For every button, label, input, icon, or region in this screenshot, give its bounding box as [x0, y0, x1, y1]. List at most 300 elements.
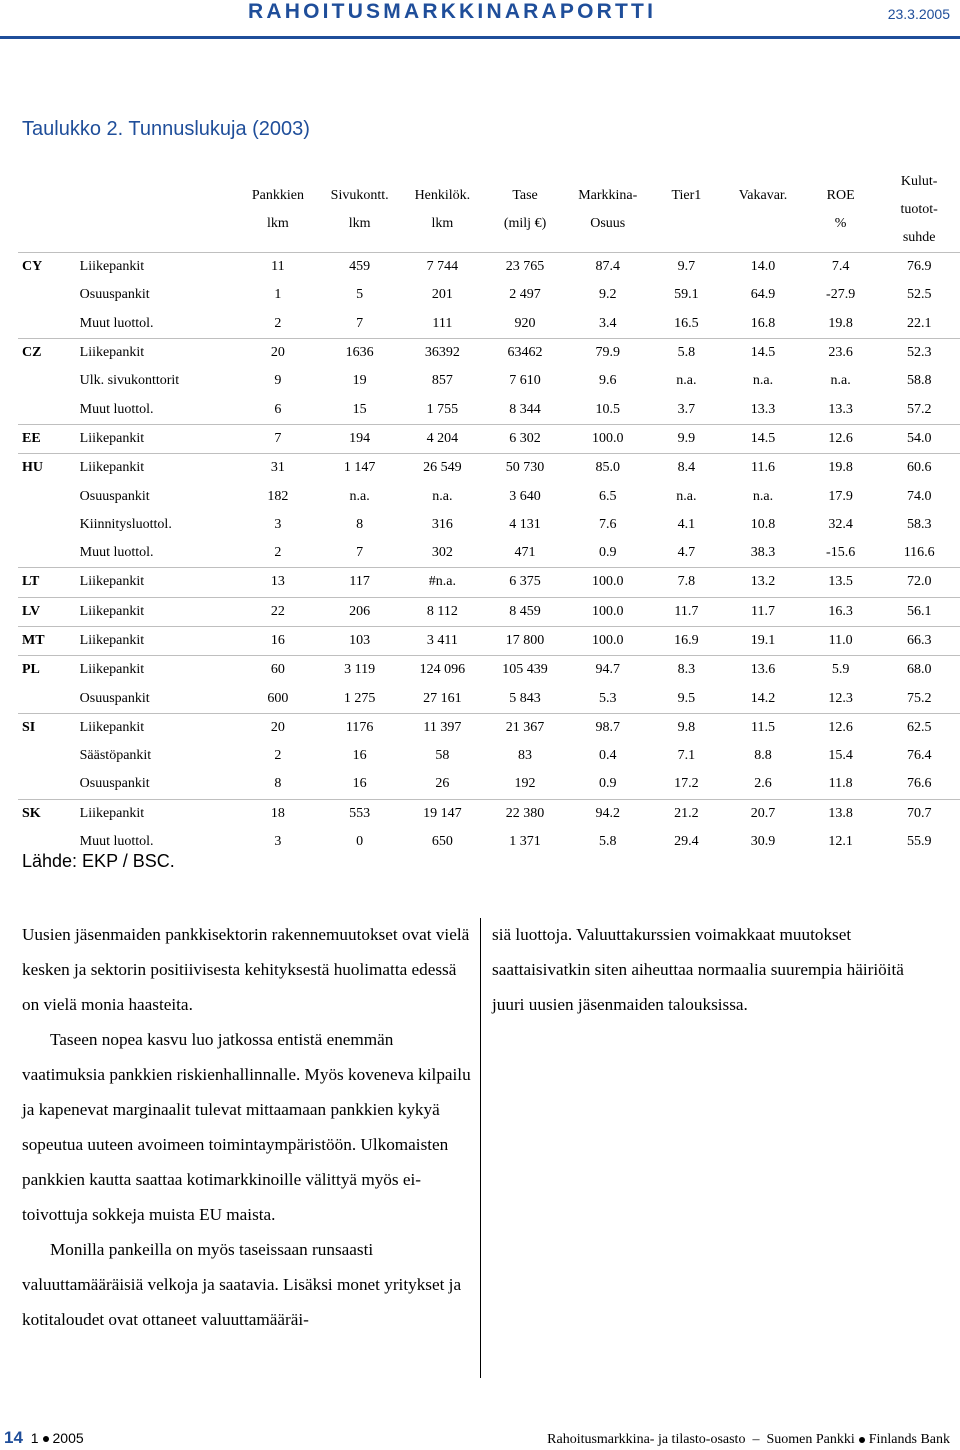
table-cell: #n.a. — [401, 568, 485, 597]
table-cell: 22 — [237, 597, 319, 626]
table-cell: 0.9 — [598, 776, 617, 792]
table-cell: 14.5 — [723, 424, 803, 453]
table-cell: 5.3 — [598, 690, 617, 706]
table-cell: 13.2 — [723, 568, 803, 597]
table-cell: 19.8 — [828, 315, 853, 331]
table-cell: 15.4 — [828, 748, 853, 764]
table-cell: 111 — [432, 315, 453, 331]
table-cell: 6 302 — [484, 424, 566, 453]
table-cell: 13.8 — [803, 799, 879, 828]
table-cell: 7.1 — [677, 748, 696, 764]
bank-group: Osuuspankit — [79, 690, 150, 706]
table-cell: 1 371 — [509, 834, 541, 850]
table-cell: 3 — [274, 834, 282, 850]
table-cell: 1176 — [319, 713, 401, 742]
table-cell: n.a. — [432, 488, 453, 504]
country-code: PL — [18, 656, 80, 685]
header-line: % — [834, 216, 847, 231]
issue-number: 1 — [30, 1430, 39, 1446]
table-cell: 16.9 — [650, 626, 724, 655]
table-cell: 4 131 — [509, 516, 541, 532]
table-cell: 100.0 — [566, 568, 650, 597]
table-row — [18, 539, 960, 568]
table-row — [18, 454, 960, 483]
bank-group: Säästöpankit — [79, 748, 152, 764]
country-code: CY — [18, 253, 80, 282]
bank-group: Muut luottol. — [79, 834, 154, 850]
page-number: 14 — [4, 1428, 23, 1447]
table-cell: 76.9 — [878, 253, 960, 282]
bank-group: Muut luottol. — [79, 545, 154, 561]
table-cell: 13.3 — [828, 401, 853, 417]
table-cell: 16.8 — [750, 315, 776, 331]
table-cell: 12.1 — [828, 834, 853, 850]
table-cell: 23 765 — [484, 253, 566, 282]
table-cell: 11.5 — [723, 713, 803, 742]
table-cell: 12.6 — [803, 713, 879, 742]
table-cell: 11.6 — [723, 454, 803, 483]
table-row — [18, 713, 960, 742]
table-cell: 7 — [356, 315, 364, 331]
table-row — [18, 626, 960, 655]
table-cell: 8 — [274, 776, 282, 792]
table-cell: n.a. — [349, 488, 370, 504]
table-cell: 650 — [431, 834, 453, 850]
column-header — [723, 166, 803, 253]
table-cell: 21 367 — [484, 713, 566, 742]
table-cell: 4 204 — [401, 424, 485, 453]
column-divider — [480, 918, 481, 1378]
table-cell: 32.4 — [828, 516, 853, 532]
table-cell: 55.9 — [906, 834, 932, 850]
table-cell: 66.3 — [878, 626, 960, 655]
table-cell: 11 397 — [401, 713, 485, 742]
country-code: HU — [18, 454, 80, 483]
table-row — [18, 253, 960, 282]
table-cell: 7 744 — [401, 253, 485, 282]
table-cell: 9.9 — [650, 424, 724, 453]
table-row — [18, 338, 960, 367]
table-cell: 72.0 — [878, 568, 960, 597]
table-cell: 26 549 — [401, 454, 485, 483]
table-cell: 7 — [356, 545, 364, 561]
table-cell: 52.3 — [878, 338, 960, 367]
bank-name-en: Finlands Bank — [868, 1432, 950, 1447]
bank-group: Liikepankit — [80, 656, 237, 685]
table-cell: 0.4 — [598, 748, 617, 764]
table-cell: 6 — [274, 401, 282, 417]
table-cell: n.a. — [676, 373, 697, 389]
table-cell: 103 — [319, 626, 401, 655]
header-line: Osuus — [590, 216, 626, 231]
table-cell: 54.0 — [878, 424, 960, 453]
header-line: Henkilök. — [414, 188, 471, 203]
table-cell: 74.0 — [906, 488, 932, 504]
table-cell: 22.1 — [906, 315, 932, 331]
table-cell: 13 — [237, 568, 319, 597]
table-cell: 3 411 — [401, 626, 485, 655]
bank-name-fi: Suomen Pankki — [766, 1432, 855, 1447]
table-cell: 11.7 — [650, 597, 724, 626]
table-cell: 1 — [274, 287, 282, 303]
table-cell: 17.9 — [828, 488, 853, 504]
country-code — [18, 684, 80, 713]
column-header — [484, 166, 566, 253]
column-header — [650, 166, 724, 253]
report-title: RAHOITUSMARKKINARAPORTTI — [248, 0, 657, 23]
table-cell: 14.0 — [723, 253, 803, 282]
country-code: LV — [18, 597, 80, 626]
table-cell: 16 — [237, 626, 319, 655]
bank-group: Osuuspankit — [79, 287, 150, 303]
table-cell: 50 730 — [484, 454, 566, 483]
table-cell: 94.2 — [566, 799, 650, 828]
report-date: 23.3.2005 — [887, 6, 950, 22]
table-cell: 9.5 — [677, 690, 696, 706]
table-cell: 76.4 — [906, 748, 932, 764]
table-cell: 182 — [267, 488, 289, 504]
table-cell: 20 — [237, 713, 319, 742]
table-cell: 0.9 — [598, 545, 617, 561]
body-column-left — [22, 917, 472, 1337]
bank-group: Liikepankit — [80, 253, 237, 282]
table-cell: 13.6 — [723, 656, 803, 685]
table-cell: 11 — [237, 253, 319, 282]
table-row — [18, 770, 960, 799]
table-row — [18, 281, 960, 309]
country-code — [18, 310, 80, 339]
table-cell: 8.8 — [754, 748, 772, 764]
table-cell: 553 — [319, 799, 401, 828]
table-cell: 9.6 — [598, 373, 617, 389]
table-cell: n.a. — [830, 373, 851, 389]
country-code: EE — [18, 424, 80, 453]
header-rule — [0, 36, 960, 39]
header-line: Pankkien — [251, 188, 304, 203]
header-line: Tase — [512, 188, 538, 203]
bullet-icon — [43, 1436, 49, 1442]
dash-separator: – — [748, 1432, 763, 1447]
footer-right — [547, 1432, 950, 1448]
table-cell: 8 — [356, 516, 364, 532]
table-cell: 38.3 — [750, 545, 776, 561]
table-row — [18, 367, 960, 395]
table-row — [18, 568, 960, 597]
table-cell: 2 — [274, 545, 282, 561]
bank-group: Liikepankit — [80, 799, 237, 828]
table-cell: 31 — [237, 454, 319, 483]
table-cell: 1 147 — [319, 454, 401, 483]
key-figures-table — [18, 166, 960, 856]
table-cell: 79.9 — [566, 338, 650, 367]
paragraph-3: Monilla pankeilla on myös taseissaan runsaasti valuuttamääräisiä velkoja ja saatavia. Lisäksi monet yritykset ja kotitaloudet ovat ottaneet valuuttamääräi- — [22, 1240, 462, 1329]
table-cell: 2 — [274, 748, 282, 764]
country-code: LT — [18, 568, 80, 597]
table-cell: 1636 — [319, 338, 401, 367]
bank-group: Liikepankit — [80, 568, 237, 597]
table-cell: 11.8 — [828, 776, 853, 792]
table-row — [18, 684, 960, 713]
paragraph-continued: siä luottoja. Valuuttakurssien voimakkaat muutokset saattaisivatkin siten aiheuttaa normaalia suurempia häiriöitä juuri uusien jäsenmaiden talouksissa. — [492, 925, 904, 1014]
table-row — [18, 511, 960, 539]
country-code — [18, 770, 80, 799]
table-cell: 920 — [514, 315, 536, 331]
table-cell: 7.4 — [803, 253, 879, 282]
table-caption: Taulukko 2. Tunnuslukuja (2003) — [22, 118, 310, 140]
country-code: SK — [18, 799, 80, 828]
table-cell: 194 — [319, 424, 401, 453]
table-cell: 117 — [319, 568, 401, 597]
table-row — [18, 424, 960, 453]
table-cell: 17.2 — [674, 776, 699, 792]
header-line: lkm — [267, 216, 289, 231]
table-cell: 5.8 — [598, 834, 617, 850]
table-cell: 27 161 — [423, 690, 462, 706]
country-code — [18, 482, 80, 510]
table-cell: 36392 — [401, 338, 485, 367]
table-row — [18, 742, 960, 770]
table-cell: 302 — [431, 545, 453, 561]
header-line: Sivukontt. — [330, 188, 389, 203]
table-cell: 62.5 — [878, 713, 960, 742]
table-cell: 20 — [237, 338, 319, 367]
table-cell: 57.2 — [906, 401, 932, 417]
table-cell: 124 096 — [401, 656, 485, 685]
table-cell: 11.7 — [723, 597, 803, 626]
country-code: CZ — [18, 338, 80, 367]
table-cell: 105 439 — [484, 656, 566, 685]
paragraph-1: Uusien jäsenmaiden pankkisektorin rakennemuutokset ovat vielä kesken ja sektorin positiivisesta kehityksestä huolimatta edessä on vielä monia haasteita. — [22, 925, 470, 1014]
table-cell: 64.9 — [750, 287, 776, 303]
table-row — [18, 395, 960, 424]
table-cell: 30.9 — [750, 834, 776, 850]
bank-group: Muut luottol. — [79, 401, 154, 417]
table-cell: 26 — [435, 776, 450, 792]
table-cell: 58.8 — [906, 373, 932, 389]
column-header — [803, 166, 879, 253]
table-cell: 59.1 — [674, 287, 699, 303]
table-cell: 21.2 — [650, 799, 724, 828]
table-cell: 2.6 — [754, 776, 772, 792]
column-header — [878, 166, 960, 253]
table-cell: 8.3 — [650, 656, 724, 685]
bullet-icon — [859, 1437, 865, 1443]
header-line: lkm — [431, 216, 454, 231]
table-cell: 857 — [431, 373, 453, 389]
table-cell: 8 344 — [509, 401, 541, 417]
country-code — [18, 367, 80, 395]
table-cell: 3 — [274, 516, 282, 532]
header-line: lkm — [348, 216, 371, 231]
header-line: ROE — [826, 188, 855, 203]
column-header — [18, 166, 80, 253]
table-cell: 15 — [352, 401, 367, 417]
table-cell: 12.3 — [828, 690, 853, 706]
table-cell: 18 — [237, 799, 319, 828]
body-column-right — [492, 917, 932, 1022]
table-cell: 85.0 — [566, 454, 650, 483]
header-line: Kulut- — [900, 174, 938, 189]
table-cell: 5 — [356, 287, 364, 303]
table-cell: 192 — [514, 776, 536, 792]
table-cell: 5.8 — [650, 338, 724, 367]
table-cell: 75.2 — [906, 690, 932, 706]
bank-group: Ulk. sivukonttorit — [79, 373, 180, 389]
table-cell: 63462 — [484, 338, 566, 367]
footer-left — [4, 1428, 84, 1448]
table-cell: 100.0 — [566, 597, 650, 626]
table-cell: 100.0 — [566, 424, 650, 453]
table-cell: 16 — [352, 776, 367, 792]
table-cell: 7 — [237, 424, 319, 453]
table-cell: 19 — [352, 373, 367, 389]
table-cell: 87.4 — [566, 253, 650, 282]
table-cell: 10.8 — [750, 516, 776, 532]
table-cell: 9 — [274, 373, 282, 389]
table-cell: 56.1 — [878, 597, 960, 626]
table-cell: 2 497 — [509, 287, 541, 303]
table-cell: 3 640 — [509, 488, 541, 504]
bank-group: Muut luottol. — [79, 315, 154, 331]
table-cell: 4.1 — [677, 516, 696, 532]
table-row — [18, 597, 960, 626]
table-cell: 16.3 — [803, 597, 879, 626]
table-cell: 19 147 — [401, 799, 485, 828]
bank-group: Liikepankit — [80, 597, 237, 626]
header-line: Markkina- — [578, 188, 638, 203]
country-code — [18, 395, 80, 424]
bank-group: Liikepankit — [80, 424, 237, 453]
table-cell: 9.8 — [650, 713, 724, 742]
table-cell: n.a. — [752, 373, 774, 389]
table-cell: 10.5 — [595, 401, 620, 417]
country-code — [18, 742, 80, 770]
country-code — [18, 281, 80, 309]
table-cell: 206 — [319, 597, 401, 626]
table-cell: 68.0 — [878, 656, 960, 685]
table-cell: 3.4 — [598, 315, 617, 331]
table-cell: 20.7 — [723, 799, 803, 828]
table-cell: 22 380 — [484, 799, 566, 828]
header-bar — [0, 0, 960, 34]
table-cell: 4.7 — [677, 545, 696, 561]
bank-group: Liikepankit — [80, 713, 237, 742]
table-cell: 29.4 — [674, 834, 699, 850]
header-line: Tier1 — [671, 188, 702, 203]
table-source: Lähde: EKP / BSC. — [22, 851, 175, 871]
issue-year: 2005 — [52, 1430, 84, 1446]
table-cell: 7.8 — [650, 568, 724, 597]
table-cell: 3.7 — [677, 401, 696, 417]
table-cell: 5.9 — [803, 656, 879, 685]
table-cell: 8 112 — [401, 597, 485, 626]
table-cell: 16.5 — [674, 315, 699, 331]
table-cell: 19.1 — [723, 626, 803, 655]
header-line: (milj €) — [503, 216, 547, 231]
column-header — [401, 166, 485, 253]
table-cell: 13.3 — [750, 401, 776, 417]
table-cell: 17 800 — [484, 626, 566, 655]
country-code: SI — [18, 713, 80, 742]
table-cell: 6 375 — [484, 568, 566, 597]
table-cell: 201 — [431, 287, 453, 303]
table-cell: 60 — [237, 656, 319, 685]
table-cell: 70.7 — [878, 799, 960, 828]
table-cell: 7.6 — [598, 516, 617, 532]
table-cell: 58 — [435, 748, 450, 764]
table-cell: 0 — [356, 834, 364, 850]
column-header — [237, 166, 319, 253]
table-cell: 9.7 — [650, 253, 724, 282]
table-cell: 8 459 — [484, 597, 566, 626]
bank-group: Kiinnitysluottol. — [79, 516, 172, 532]
table-cell: 14.2 — [750, 690, 776, 706]
table-cell: 60.6 — [878, 454, 960, 483]
table-cell: 316 — [431, 516, 453, 532]
publisher: Rahoitusmarkkina- ja tilasto-osasto — [547, 1432, 746, 1447]
table-cell: 5 843 — [509, 690, 541, 706]
column-header — [319, 166, 401, 253]
table-cell: 11.0 — [803, 626, 879, 655]
table-row — [18, 656, 960, 685]
table-cell: n.a. — [752, 488, 774, 504]
table-cell: 7 610 — [509, 373, 541, 389]
table-cell: 9.2 — [598, 287, 617, 303]
table-cell: 1 755 — [426, 401, 459, 417]
column-header — [566, 166, 650, 253]
bank-group: Osuuspankit — [79, 488, 150, 504]
table-cell: 83 — [518, 748, 533, 764]
bank-group: Liikepankit — [80, 454, 237, 483]
table-cell: 459 — [319, 253, 401, 282]
table-cell: 52.5 — [906, 287, 932, 303]
paragraph-2: Taseen nopea kasvu luo jatkossa entistä enemmän vaatimuksia pankkien riskienhallinnalle. Myös koveneva kilpailu ja kapenevat marginaalit tulevat mittaamaan pankkien kykyä sopeutua uuteen avoimeen toimintaympäristöön. Ulkomaisten pankkien kautta saattaa kotimarkkinoille välittyä myös ei-toivottuja sokkeja muista EU maista. — [22, 1030, 471, 1224]
bank-group: Liikepankit — [80, 338, 237, 367]
table-cell: 13.5 — [803, 568, 879, 597]
table-cell: 76.6 — [906, 776, 932, 792]
column-header — [80, 166, 237, 253]
bank-group: Liikepankit — [80, 626, 237, 655]
header-line: Vakavar. — [738, 188, 788, 203]
table-cell: 6.5 — [598, 488, 617, 504]
table-cell: 14.5 — [723, 338, 803, 367]
table-cell: 3 119 — [319, 656, 401, 685]
table-cell: 471 — [514, 545, 536, 561]
header-line: tuotot- — [900, 202, 938, 217]
header-line: suhde — [902, 230, 936, 245]
table-row — [18, 310, 960, 339]
table-cell: n.a. — [676, 488, 697, 504]
bank-group: Osuuspankit — [79, 776, 150, 792]
table-cell: 116.6 — [903, 545, 935, 561]
table-cell: 1 275 — [343, 690, 376, 706]
table-cell: 2 — [274, 315, 282, 331]
table-cell: 100.0 — [566, 626, 650, 655]
table-row — [18, 799, 960, 828]
table-cell: 58.3 — [906, 516, 932, 532]
table-cell: 94.7 — [566, 656, 650, 685]
table-cell: 600 — [267, 690, 289, 706]
country-code: MT — [18, 626, 80, 655]
table-cell: 12.6 — [803, 424, 879, 453]
table-cell: -15.6 — [826, 545, 856, 561]
table-cell: 19.8 — [803, 454, 879, 483]
table-cell: -27.9 — [826, 287, 856, 303]
table-row — [18, 482, 960, 510]
table-cell: 23.6 — [803, 338, 879, 367]
table-cell: 98.7 — [566, 713, 650, 742]
table-cell: 8.4 — [650, 454, 724, 483]
